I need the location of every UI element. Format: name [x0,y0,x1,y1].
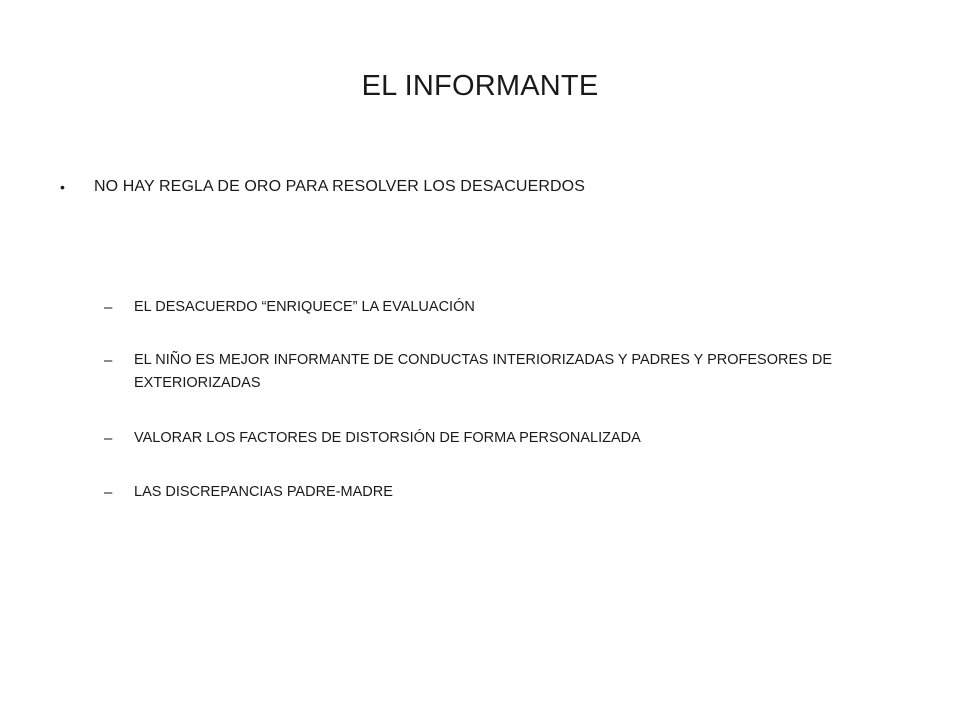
sub-item-text: VALORAR LOS FACTORES DE DISTORSIÓN DE FORMA PERSONALIZADA [134,430,641,446]
sub-item-text: EL NIÑO ES MEJOR INFORMANTE DE CONDUCTAS INTERIORIZADAS Y PADRES Y PROFESORES DE EXTERIORIZADAS [134,352,832,391]
sub-item [104,296,874,319]
main-bullet [60,176,880,198]
dash-marker: – [104,484,113,501]
sub-item [104,427,874,450]
dash-marker: – [104,430,113,447]
slide-title: EL INFORMANTE [361,70,599,102]
sub-item-text: LAS DISCREPANCIAS PADRE-MADRE [134,484,393,500]
sub-item [104,349,874,395]
sub-item [104,481,874,504]
main-bullet-text: NO HAY REGLA DE ORO PARA RESOLVER LOS DESACUERDOS [94,178,585,195]
bullet-marker: • [60,179,65,195]
sub-item-text: EL DESACUERDO “ENRIQUECE” LA EVALUACIÓN [134,299,475,315]
dash-marker: – [104,299,113,316]
dash-marker: – [104,352,113,369]
